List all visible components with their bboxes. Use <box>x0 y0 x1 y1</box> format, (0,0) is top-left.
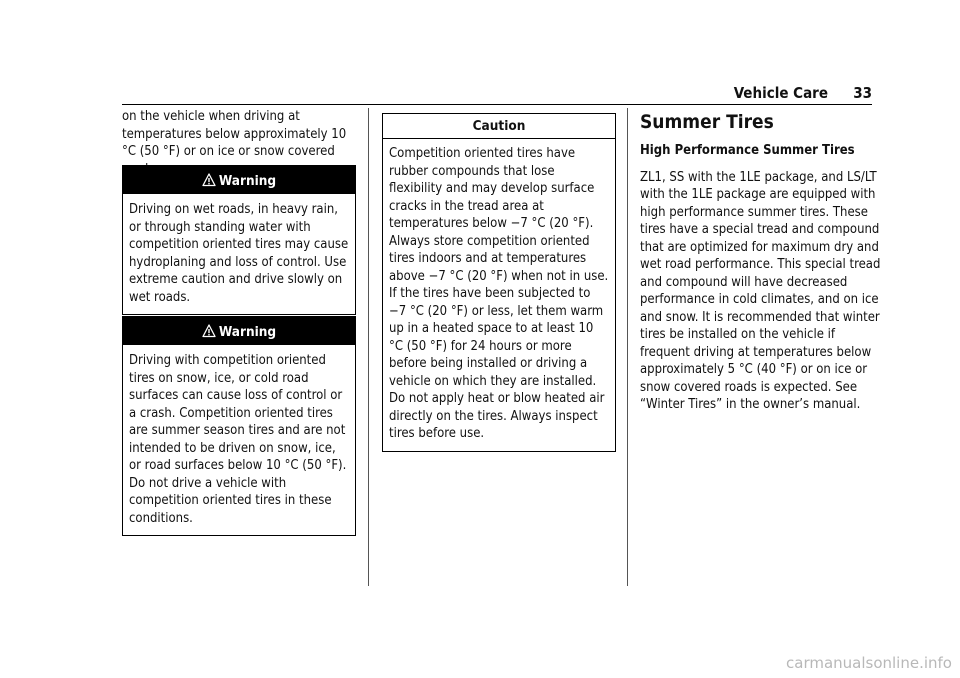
header-rule <box>122 104 872 105</box>
watermark-text: carmanualsonline.info <box>786 654 952 672</box>
section-heading: Summer Tires <box>640 111 774 133</box>
warning-header <box>123 317 355 345</box>
warning-icon <box>202 324 216 338</box>
subsection-heading: High Performance Summer Tires <box>640 143 855 158</box>
caution-text: Competition oriented tires have rubber compounds that lose flexibility and may develop surface cracks in the tread area at temperatures below −7 °C (20 °F). Always store competition oriented tires indoors and at temperatures above −7 °C (20 °F) when not in use. If the tires have been subjected to −7 °C (20 °F) or less, let them warm up in a heated space to at least 10 °C (50 °F) for 24 hours or more before being installed or driving a vehicle on which they are installed. Do not apply heat or blow heated air directly on the tires. Always inspect tires before use. <box>389 146 609 441</box>
column-divider <box>368 108 369 586</box>
warning-title: Warning <box>218 173 277 189</box>
warning-box-1 <box>122 165 356 315</box>
column-1 <box>122 108 356 526</box>
warning-title: Warning <box>218 324 277 340</box>
warning-header <box>123 166 355 194</box>
body-paragraph: ZL1, SS with the 1LE package, and LS/LT with the 1LE package are equipped with high performance summer tires. These tires have a special tread and compound that are optimized for maximum dry and wet road performance. This special tread and compound will have decreased performance in cold climates, and on ice and snow. It is recommended that winter tires be installed on the vehicle if frequent driving at temperatures below approximately 5 °C (40 °F) or on ice or snow covered roads is expected. See “Winter Tires” in the owner’s manual. <box>640 169 881 412</box>
section-title: Vehicle Care <box>733 84 828 102</box>
intro-paragraph: on the vehicle when driving at temperatures below approximately 10 °C (50 °F) or on ice or snow covered <box>122 109 347 159</box>
caution-box <box>382 113 616 452</box>
warning-icon <box>202 173 216 187</box>
page-header <box>0 84 960 106</box>
column-divider <box>627 108 628 586</box>
caution-title: Caution <box>383 114 615 139</box>
warning-text: Driving on wet roads, in heavy rain, or through standing water with competition oriented tires may cause hydroplaning and loss of control. Use extreme caution and drive slowly on wet roads. <box>129 202 349 305</box>
warning-text: Driving with competition oriented tires on snow, ice, or cold road surfaces can cause loss of control or a crash. Competition oriented tires are summer season tires and are not intended to be driven on snow, ice, or road surfaces below 10 °C (50 °F). Do not drive a vehicle with competition oriented tires in these conditions. <box>129 353 347 526</box>
column-3 <box>640 108 886 414</box>
page-number: 33 <box>853 84 872 102</box>
warning-box-2 <box>122 316 356 536</box>
